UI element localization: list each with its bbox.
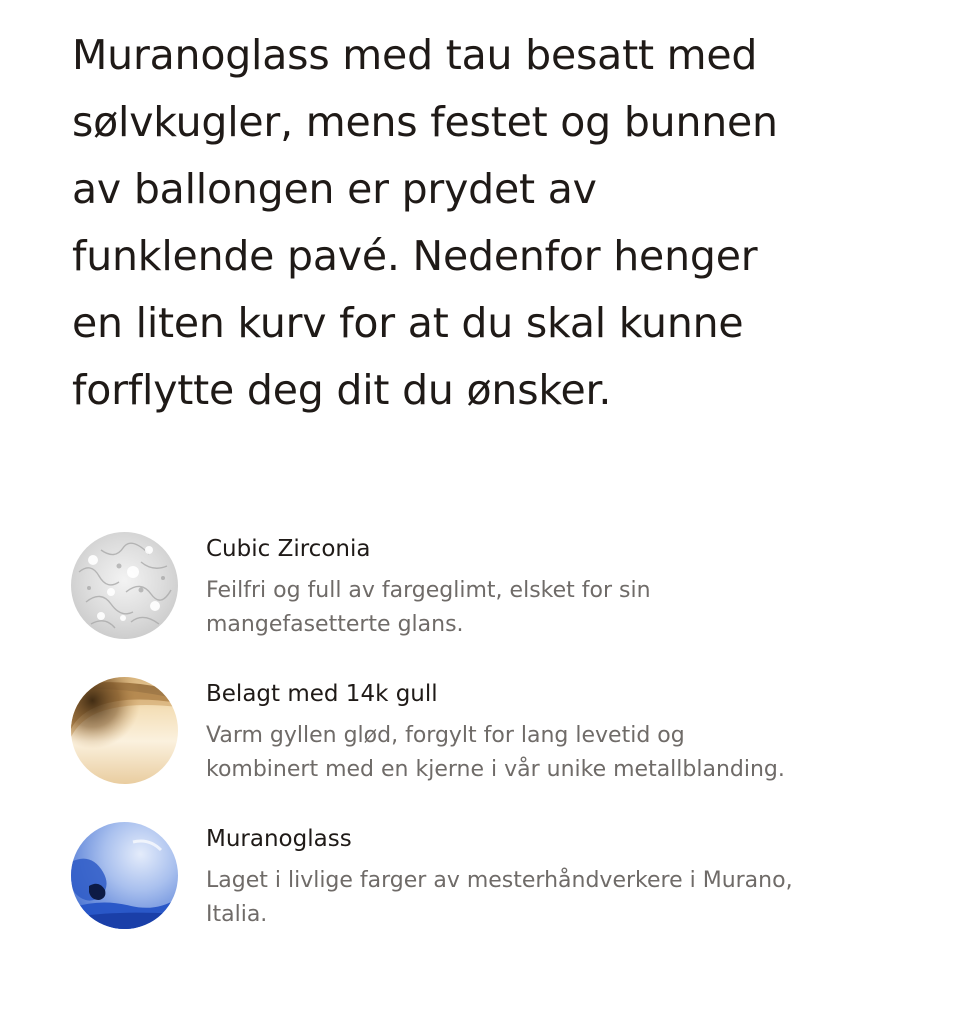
material-description-line: kombinert med en kjerne i vår unike metallblanding. [206,757,785,782]
material-title: Cubic Zirconia [206,536,371,562]
murano-glass-swatch [71,822,178,929]
material-description-line: Feilfri og full av fargeglimt, elsket for sin [206,578,651,603]
description-line: Muranoglass med tau besatt med [72,31,758,79]
description-line: forflytte deg dit du ønsker. [72,366,612,414]
material-title: Belagt med 14k gull [206,681,438,707]
description-line: en liten kurv for at du skal kunne [72,299,744,347]
material-text [206,532,906,642]
material-description-line: Varm gyllen glød, forgylt for lang levetid og [206,723,685,748]
description-line: funklende pavé. Nedenfor henger [72,232,758,280]
product-description [72,22,892,424]
material-description [206,864,906,932]
cubic-zirconia-swatch [71,532,178,639]
material-description-line: Laget i livlige farger av mesterhåndverkere i Murano, [206,868,793,893]
material-title: Muranoglass [206,826,352,852]
material-item-gold-plating [71,677,911,822]
material-description-line: Italia. [206,902,268,927]
description-line: sølvkugler, mens festet og bunnen [72,98,778,146]
material-description-line: mangefasetterte glans. [206,612,464,637]
material-item-cubic-zirconia [71,532,911,677]
material-description [206,719,906,787]
materials-list [71,532,911,967]
material-item-murano-glass [71,822,911,967]
gold-plating-swatch [71,677,178,784]
material-description [206,574,906,642]
description-line: av ballongen er prydet av [72,165,597,213]
material-text [206,677,906,787]
material-text [206,822,906,932]
